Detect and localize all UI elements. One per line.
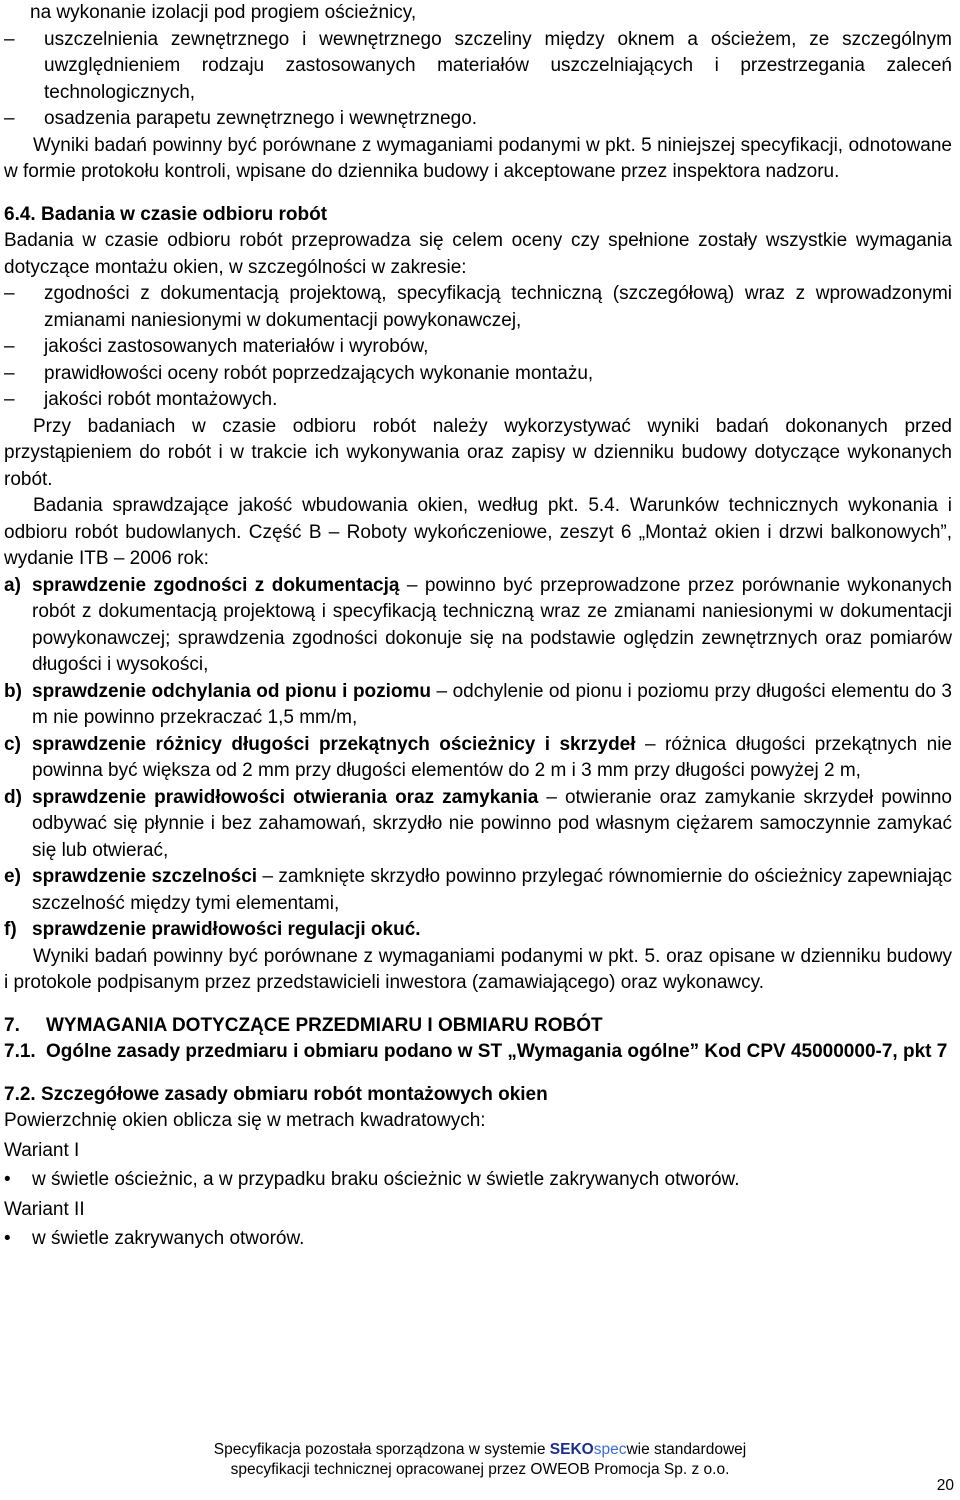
list-item-title: sprawdzenie zgodności z dokumentacją — [32, 574, 400, 596]
variant-label: Wariant I — [4, 1139, 80, 1161]
bullet-item: • w świetle zakrywanych otworów. — [4, 1226, 952, 1253]
paragraph: Badania w czasie odbioru robót przeprowadza się celem oceny czy spełnione zostały wszystkie wymagania dotyczące montażu okien, w szczególności w zakresie: — [4, 230, 952, 278]
list-item-text: – różnica długości przekątnych nie powinna być większa od 2 mm przy długości elementów do 2 m i 3 mm przy długości powyżej 2 m, — [32, 733, 953, 781]
list-item-title: sprawdzenie prawidłowości otwierania oraz zamykania — [32, 786, 539, 808]
section-heading: 6.4. Badania w czasie odbioru robót — [4, 203, 328, 225]
list-item-text: – zamknięte skrzydło powinno przylegać równomiernie do ościeżnicy zapewniając szczelność między tymi elementami, — [32, 866, 952, 914]
heading-number: 7. — [4, 1014, 20, 1036]
page-number: 20 — [936, 1477, 954, 1494]
footer-line-1 — [0, 1440, 960, 1460]
paragraph: Powierzchnię okien oblicza się w metrach kwadratowych: — [4, 1110, 486, 1131]
section-heading-7-1 — [4, 1039, 952, 1066]
dash-item: – uszczelnienia zewnętrznego i wewnętrznego szczeliny między oknem a ościeżem, ze szczególnym uwzględnieniem rodzaju zastosowanych materiałów uszczelniających i przestrzegania zaleceń technologicznych, — [4, 27, 952, 107]
list-item-title: sprawdzenie prawidłowości regulacji okuć. — [32, 919, 421, 940]
dash-item: – prawidłowości oceny robót poprzedzających wykonanie montażu, — [4, 361, 952, 388]
section-heading-7-2: 7.2. Szczegółowe zasady obmiaru robót montażowych okien — [4, 1083, 548, 1105]
list-item — [4, 573, 952, 679]
brand-spec: spec — [593, 1441, 627, 1458]
check-list — [4, 573, 952, 944]
footer-text: Specyfikacja pozostała sporządzona w systemie — [213, 1441, 550, 1458]
footer-line-2: specyfikacji technicznej opracowanej przez OWEOB Promocja Sp. z o.o. — [230, 1461, 730, 1478]
list-label: f) — [4, 919, 17, 940]
heading-number: 7.1. — [4, 1041, 36, 1062]
list-item — [4, 679, 952, 732]
list-item-title: sprawdzenie odchylania od pionu i poziomu — [32, 680, 432, 702]
dash-item: – jakości zastosowanych materiałów i wyrobów, — [4, 334, 952, 361]
brand-seko: SEKO — [549, 1441, 594, 1458]
variant-label: Wariant II — [4, 1198, 85, 1220]
paragraph: Badania sprawdzające jakość wbudowania okien, według pkt. 5.4. Warunków technicznych wykonania i odbioru robót budowlanych. Część B – Roboty wykończeniowe, zeszyt 6 „Montaż okien i drzwi balkonowych”, wydanie ITB – 2006 rok: — [4, 495, 952, 569]
text-line: na wykonanie izolacji pod progiem ościeżnicy, — [30, 2, 417, 23]
page-footer — [0, 1440, 960, 1480]
list-item — [4, 732, 952, 785]
list-label: c) — [4, 733, 21, 755]
list-item-text: – otwieranie oraz zamykanie skrzydeł powinno odbywać się płynnie i bez zahamowań, skrzydło nie powinno pod własnym ciężarem samoczynnie zamykać się lub otwierać, — [32, 786, 952, 861]
dash-item: – osadzenia parapetu zewnętrznego i wewnętrznego. — [4, 106, 952, 133]
list-item — [4, 785, 952, 865]
dash-item: – jakości robót montażowych. — [4, 387, 952, 414]
section-heading-7 — [4, 1013, 952, 1040]
heading-text: Ogólne zasady przedmiaru i obmiaru podano w ST „Wymagania ogólne” Kod CPV 45000000-7, pkt 7 — [46, 1041, 948, 1062]
paragraph: Wyniki badań powinny być porównane z wymaganiami podanymi w pkt. 5. oraz opisane w dzienniku budowy i protokole podpisanym przez przedstawicieli inwestora (zamawiającego) oraz wykonawcy. — [4, 945, 952, 993]
list-item-text: – odchylenie od pionu i poziomu przy długości elementu do 3 m nie powinno przekraczać 1,5 mm/m, — [32, 680, 952, 728]
footer-text: wie standardowej — [626, 1441, 747, 1458]
paragraph: Wyniki badań powinny być porównane z wymaganiami podanymi w pkt. 5 niniejszej specyfikacji, odnotowane w formie protokołu kontroli, wpisane do dziennika budowy i akceptowane przez inspektora nadzoru. — [4, 134, 952, 182]
list-item-title: sprawdzenie szczelności — [32, 866, 258, 887]
list-label: e) — [4, 866, 21, 887]
list-item — [4, 864, 952, 917]
heading-text: WYMAGANIA DOTYCZĄCE PRZEDMIARU I OBMIARU ROBÓT — [46, 1014, 603, 1036]
list-label: a) — [4, 574, 21, 596]
bullet-item: • w świetle ościeżnic, a w przypadku braku ościeżnic w świetle zakrywanych otworów. — [4, 1167, 952, 1194]
list-label: d) — [4, 786, 22, 808]
list-item-text: – powinno być przeprowadzone przez porównanie wykonanych robót z dokumentacją projektową i specyfikacją techniczną wraz ze zmianami naniesionymi w dokumentacji powykonawczej; sprawdzenia zgodności dokonuje się na podstawie oględzin zewnętrznych oraz pomiarów długości i wysokości, — [32, 574, 952, 675]
dash-item: – zgodności z dokumentacją projektową, specyfikacją techniczną (szczegółową) wraz z wprowadzonymi zmianami naniesionymi w dokumentacji powykonawczej, — [4, 281, 952, 334]
paragraph: Przy badaniach w czasie odbioru robót należy wykorzystywać wyniki badań dokonanych przed przystąpieniem do robót i w trakcie ich wykonywania oraz zapisy w dzienniku budowy dotyczące wykonanych robót. — [4, 415, 952, 490]
list-item-title: sprawdzenie różnicy długości przekątnych ościeżnicy i skrzydeł — [32, 733, 636, 755]
document-page — [4, 0, 952, 1253]
list-item — [4, 917, 952, 944]
list-label: b) — [4, 680, 22, 702]
